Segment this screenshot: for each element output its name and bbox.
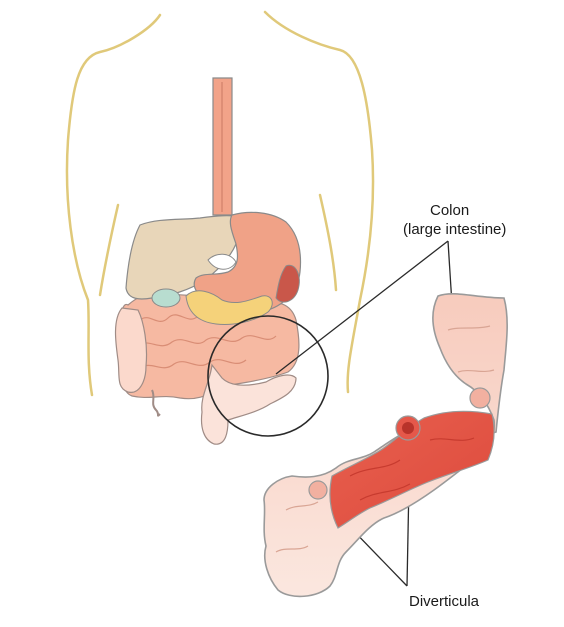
gallbladder bbox=[152, 289, 180, 307]
esophagus bbox=[213, 78, 232, 215]
diverticula-label: Diverticula bbox=[409, 593, 480, 610]
colon-label: Colon bbox=[430, 202, 470, 219]
large-intestine-label: (large intestine) bbox=[403, 221, 507, 238]
